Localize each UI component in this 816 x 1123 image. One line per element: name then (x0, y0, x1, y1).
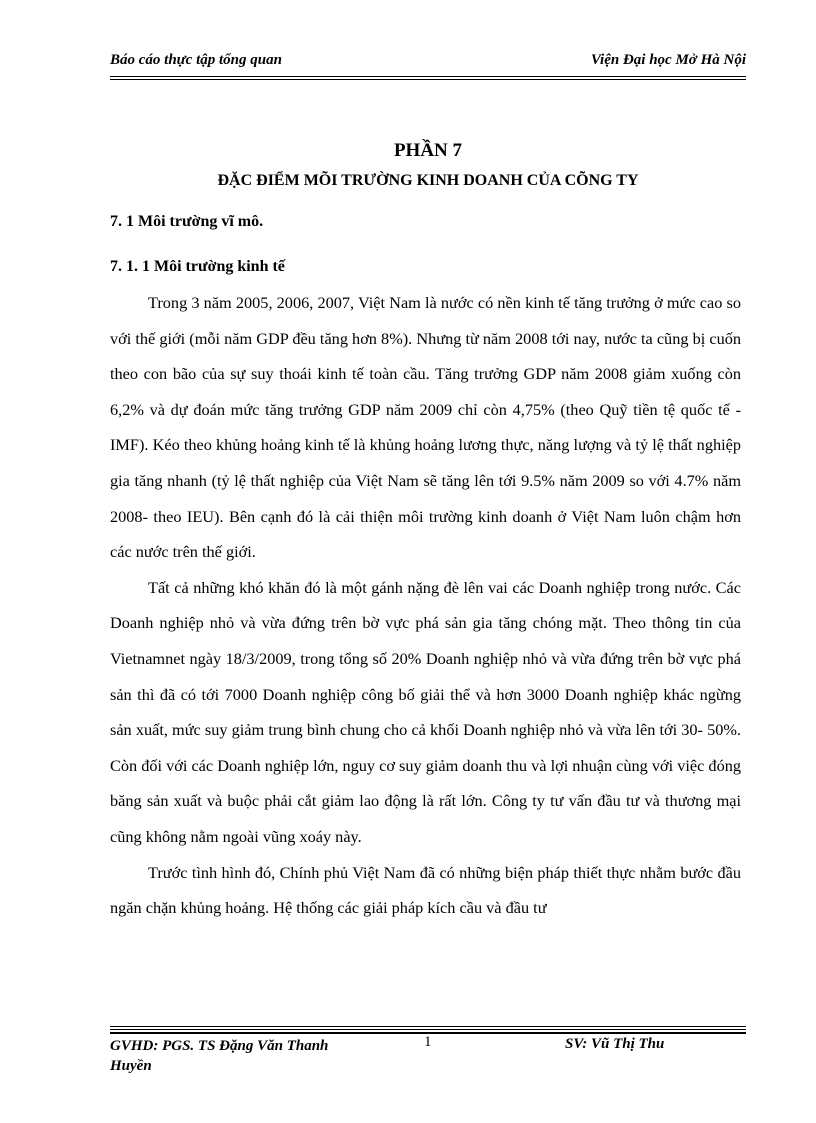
page-header (110, 52, 746, 69)
footer-rule-2 (110, 1029, 746, 1030)
body-text (110, 285, 741, 926)
heading-macro-environment: 7. 1 Môi trường vĩ mô. (110, 213, 264, 230)
header-rule-2 (110, 79, 746, 80)
part-title: PHẦN 7 (393, 140, 463, 161)
footer-student: SV: Vũ Thị Thu (565, 1036, 665, 1052)
heading-economic-environment: 7. 1. 1 Môi trường kinh tế (110, 258, 285, 275)
paragraph: Tất cả những khó khăn đó là một gánh nặng đè lên vai các Doanh nghiệp trong nước. Các Doanh nghiệp nhỏ và vừa đứng trên bờ vực phá sản gia tăng chóng mặt. Theo thông tin của Vietnamnet ngày 18/3/2009, trong tổng số 20% Doanh nghiệp nhỏ và vừa đứng trên bờ vực phá sản thì đã có tới 7000 Doanh nghiệp công bố giải thể và hơn 3000 Doanh nghiệp khác ngừng sản xuất, mức suy giảm trung bình chung cho cả khối Doanh nghiệp nhỏ và vừa lên tới 30- 50%. Còn đối với các Doanh nghiệp lớn, nguy cơ suy giảm doanh thu và lợi nhuận cùng với việc đóng băng sản xuất và buộc phải cắt giảm lao động là rất lớn. Công ty tư vấn đầu tư và thương mại cũng không nằm ngoài vũng xoáy này. (110, 577, 741, 846)
header-report-title: Báo cáo thực tập tổng quan (110, 52, 282, 68)
paragraph: Trước tình hình đó, Chính phủ Việt Nam đã có những biện pháp thiết thực nhằm bước đầu ngăn chặn khủng hoảng. Hệ thống các giải pháp kích cầu và đầu tư (110, 862, 741, 918)
page-number: 1 (424, 1034, 432, 1050)
header-rule (110, 76, 746, 77)
footer-rule (110, 1026, 746, 1027)
section-title: ĐẶC ĐIỂM MÕI TRƯỜNG KINH DOANH CỦA CÕNG TY (217, 172, 639, 189)
footer-supervisor: GVHD: PGS. TS Đặng Văn Thanh Huyền (110, 1038, 329, 1074)
header-institution: Viện Đại học Mở Hà Nội (590, 52, 746, 68)
paragraph: Trong 3 năm 2005, 2006, 2007, Việt Nam là nước có nền kinh tế tăng trưởng ở mức cao so với thế giới (mỗi năm GDP đều tăng hơn 8%). Nhưng từ năm 2008 tới nay, nước ta cũng bị cuốn theo con bão của sự suy thoái kinh tế toàn cầu. Tăng trưởng GDP năm 2008 giảm xuống còn 6,2% và dự đoán mức tăng trưởng GDP năm 2009 chỉ còn 4,75% (theo Quỹ tiền tệ quốc tế - IMF). Kéo theo khủng hoảng kinh tế là khủng hoảng lương thực, năng lượng và tỷ lệ thất nghiệp gia tăng nhanh (tỷ lệ thất nghiệp của Việt Nam sẽ tăng lên tới 9.5% năm 2009 so với 4.7% năm 2008- theo IEU). Bên cạnh đó là cải thiện môi trường kinh doanh ở Việt Nam luôn chậm hơn các nước trên thế giới. (110, 293, 741, 562)
